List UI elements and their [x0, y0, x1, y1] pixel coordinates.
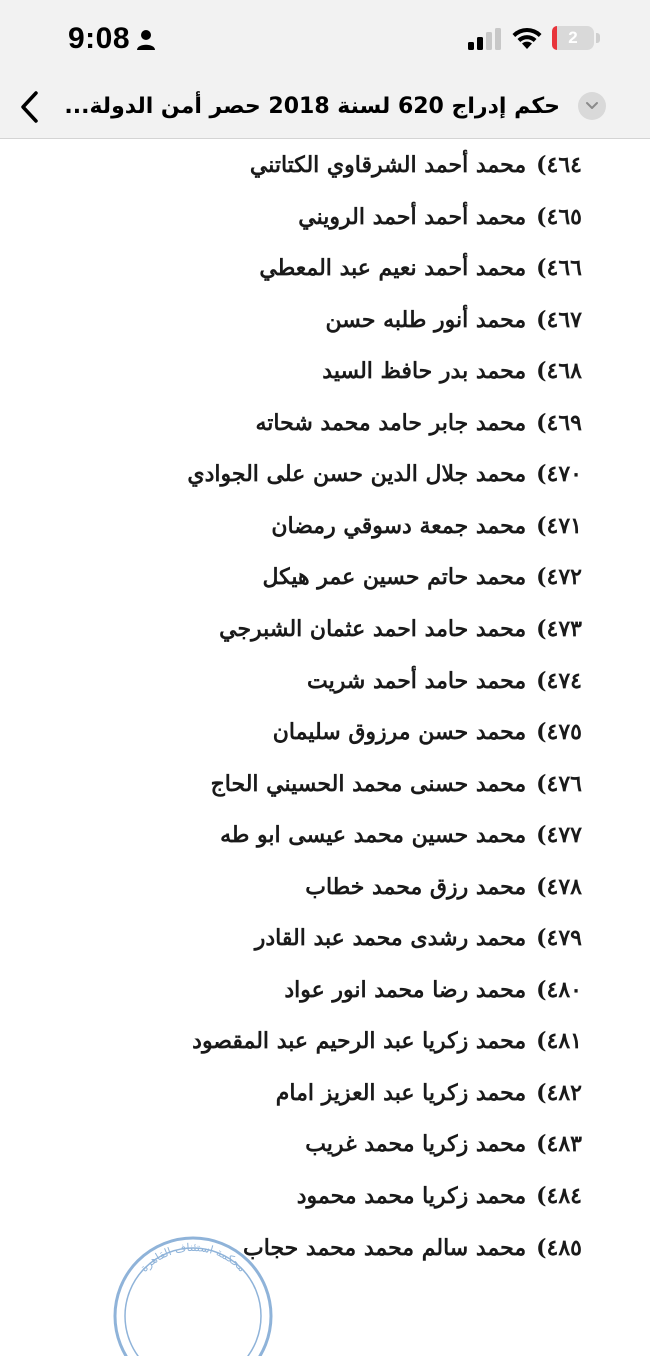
battery-level-text: 2	[568, 28, 578, 47]
entry-number: ٤٧٩)	[536, 925, 582, 952]
entry-name: محمد حسن مرزوق سليمان	[272, 719, 527, 746]
list-item	[305, 1124, 582, 1164]
list-item	[187, 454, 582, 494]
entry-number: ٤٧٣)	[536, 615, 582, 642]
entry-number: ٤٨١)	[536, 1028, 582, 1055]
entry-number: ٤٦٤)	[536, 152, 582, 178]
entry-number: ٤٦٨)	[536, 358, 582, 385]
document-page	[0, 139, 650, 1280]
title-menu-button[interactable]	[578, 92, 606, 120]
entry-number: ٤٧٢)	[536, 564, 582, 591]
chevron-left-icon	[10, 84, 50, 130]
entry-name: محمد أنور طلبه حسن	[325, 306, 527, 333]
entry-name: محمد حسين محمد عيسى ابو طه	[220, 822, 527, 849]
entry-name: محمد زكريا عبد الرحيم عبد المقصود	[192, 1028, 527, 1055]
list-item	[256, 403, 582, 443]
entry-name: محمد رشدى محمد عبد القادر	[254, 925, 527, 952]
entry-number: ٤٦٩)	[536, 409, 582, 436]
list-item	[255, 918, 582, 958]
list-item	[220, 815, 582, 855]
wifi-icon	[511, 26, 543, 50]
list-item	[305, 867, 582, 907]
entry-number: ٤٨٤)	[536, 1183, 582, 1209]
entry-name: محمد جابر حامد محمد شحاته	[255, 409, 527, 436]
list-item	[243, 1228, 582, 1268]
chevron-down-icon	[585, 101, 599, 111]
back-button[interactable]	[10, 84, 50, 130]
entry-name: محمد حامد أحمد شريت	[306, 667, 527, 694]
entry-number: ٤٨٣)	[536, 1131, 582, 1158]
entry-number: ٤٦٦)	[536, 255, 582, 282]
entry-name: محمد أحمد الشرقاوي الكتاتني	[249, 152, 527, 178]
list-item	[250, 145, 582, 185]
person-icon	[136, 29, 156, 51]
list-item	[297, 1176, 582, 1216]
entry-name: محمد حسنى محمد الحسيني الحاج	[210, 770, 527, 797]
list-item	[307, 661, 582, 701]
entry-name: محمد زكريا محمد محمود	[296, 1183, 527, 1209]
entry-name: محمد رزق محمد خطاب	[305, 873, 527, 900]
entry-number: ٤٧٦)	[536, 770, 582, 797]
entry-number: ٤٧٥)	[536, 719, 582, 746]
list-item	[273, 712, 582, 752]
entry-name: محمد جلال الدين حسن على الجوادي	[187, 461, 527, 488]
battery-indicator	[552, 26, 594, 50]
entry-name: محمد رضا محمد انور عواد	[284, 976, 527, 1003]
entry-number: ٤٧١)	[536, 512, 582, 539]
entry-number: ٤٨٢)	[536, 1079, 582, 1106]
court-stamp	[108, 1236, 278, 1356]
entry-name: محمد زكريا محمد غريب	[305, 1131, 527, 1158]
list-item	[219, 609, 582, 649]
status-bar	[0, 0, 650, 76]
list-item	[192, 1021, 582, 1061]
entry-number: ٤٨٥)	[536, 1234, 582, 1261]
entry-number: ٤٧٧)	[536, 822, 582, 849]
status-time: 9:08	[68, 22, 131, 55]
entry-number: ٤٨٠)	[536, 976, 582, 1003]
list-item	[211, 764, 582, 804]
entry-name: محمد جمعة دسوقي رمضان	[271, 512, 527, 539]
entry-name: محمد زكريا عبد العزيز امام	[275, 1079, 527, 1106]
list-item	[263, 557, 582, 597]
entry-number: ٤٧٨)	[536, 873, 582, 900]
entry-name: محمد بدر حافظ السيد	[322, 358, 527, 385]
entry-name: محمد حامد احمد عثمان الشبرجي	[219, 615, 527, 642]
entry-number: ٤٧٤)	[536, 667, 582, 694]
entry-name: محمد حاتم حسين عمر هيكل	[262, 564, 527, 591]
navigation-bar	[0, 76, 650, 139]
entry-name: محمد أحمد نعيم عبد المعطي	[259, 255, 527, 282]
cellular-signal-icon	[467, 28, 503, 50]
entry-name: محمد أحمد أحمد الرويني	[298, 203, 527, 230]
document-title[interactable]: حكم إدراج 620 لسنة 2018 حصر أمن الدولة...	[64, 94, 560, 119]
list-item	[271, 506, 582, 546]
list-item	[259, 248, 582, 288]
battery-cap	[596, 33, 600, 43]
list-item	[298, 197, 582, 237]
entry-name: محمد سالم محمد محمد حجاب	[243, 1234, 527, 1261]
list-item	[284, 970, 582, 1010]
list-item	[325, 300, 582, 340]
stamp-text: محكمة استئناف القاهرة	[137, 1240, 249, 1275]
entry-number: ٤٦٥)	[536, 203, 582, 230]
list-item	[276, 1073, 582, 1113]
list-item	[322, 351, 582, 391]
entry-number: ٤٦٧)	[536, 306, 582, 333]
entry-number: ٤٧٠)	[536, 461, 582, 488]
